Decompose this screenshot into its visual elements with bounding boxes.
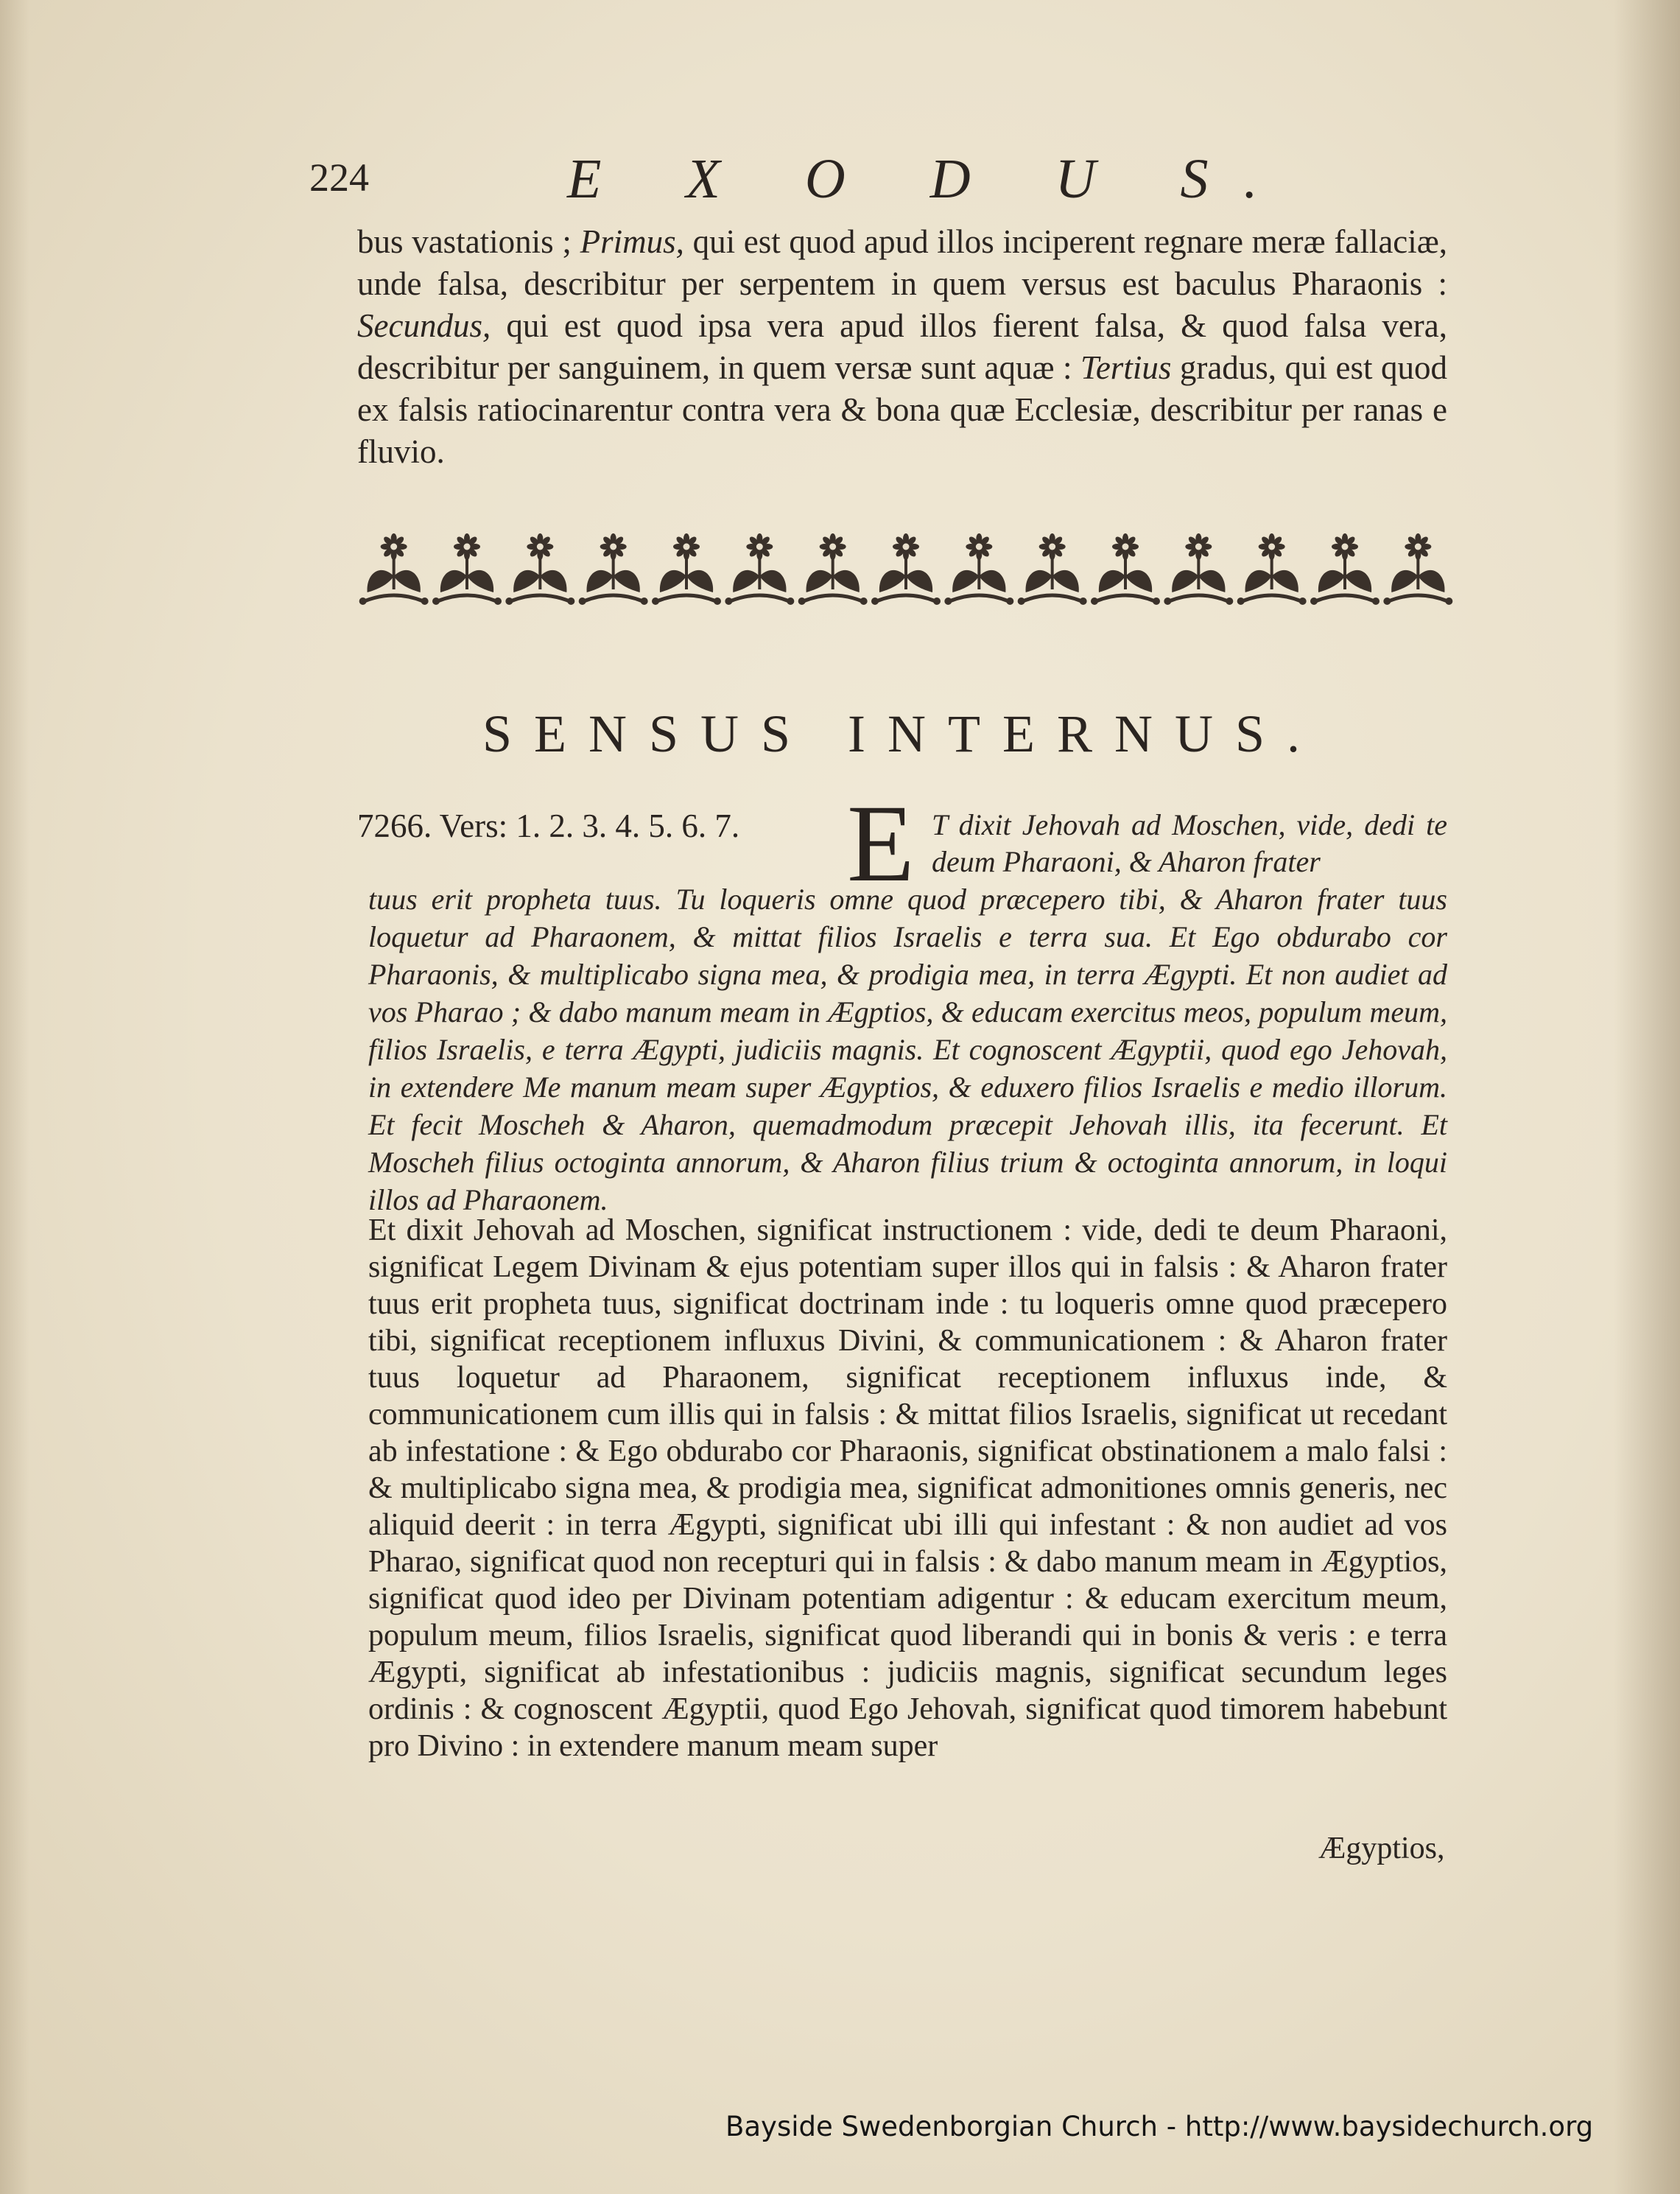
drop-cap: E	[847, 782, 915, 905]
ornament-flower	[1237, 533, 1307, 605]
intro-tertius: Tertius	[1080, 349, 1172, 386]
ornament-flower	[1091, 533, 1160, 605]
page-header	[309, 147, 1473, 210]
commentary-text: Et dixit Jehovah ad Moschen, significat instructionem : vide, dedi te deum Pharaoni, significat Legem Divinam & ejus potentiam super illos qui in falsis : & Aharon frater tuus erit propheta tuus, significat doctrinam inde : tu loqueris omne quod præcepero tibi, significat receptionem influxus Divini, & communicationem : & Aharon frater tuus loquetur ad Pharaonem, significat receptionem influxus inde, & communicationem cum illis qui in falsis : & mittat filios Israelis, significat ut recedant ab infestatione : & Ego obdurabo cor Pharaonis, significat obstinationem a malo falsi : & multiplicabo signa mea, & prodigia mea, significat admonitiones omnis generis, nec aliquid deerit : in terra Ægypti, significat ubi illi qui infestant : & non audiet ad vos Pharao, significat quod non recepturi qui in falsis : & dabo manum meam in Ægyptios, significat quod ideo per Divinam potentiam adigentur : & educam exercitum meum, populum meum, filios Israelis, significat quod liberandi qui in bonis & veris : e terra Ægypti, significat ab infestationibus : judiciis magnis, significat secundum leges ordinis : & cognoscent Ægyptii, quod Ego Jehovah, significat quod timorem habebunt pro Divino : in extendere manum meam super	[368, 1213, 1447, 1763]
floral-ornament-band	[357, 525, 1455, 613]
ornament-flower	[798, 533, 868, 605]
intro-text-2: qui est quod apud illos inciperent regnare meræ fallaciæ, unde falsa, describitur per serpentem in quem versus est baculus Pharaonis :	[357, 223, 1448, 302]
ornament-flower	[1383, 533, 1452, 605]
intro-secundus: Secundus,	[357, 307, 491, 344]
intro-paragraph	[357, 221, 1447, 479]
running-title: E X O D U S.	[567, 148, 1293, 210]
intro-primus: Primus,	[580, 223, 684, 260]
ornament-flower	[944, 533, 1013, 605]
ornament-flower	[579, 533, 648, 605]
ornament-flower	[1164, 533, 1233, 605]
ornament-flower	[505, 533, 574, 605]
page-left-edge	[0, 0, 29, 2194]
catchword: Ægyptios,	[1318, 1832, 1445, 1865]
intro-text-4: gradus, qui est quod ex falsis ratiocinarentur contra vera & bona quæ Ecclesiæ, describitur per ranas e fluvio.	[357, 349, 1447, 470]
ornament-flower	[725, 533, 794, 605]
page-number: 224	[309, 155, 369, 200]
ornament-flower	[1310, 533, 1380, 605]
ornament-flower	[432, 533, 502, 605]
ornament-flower	[1018, 533, 1087, 605]
intro-text-3: qui est quod ipsa vera apud illos fierent falsa, & quod falsa vera, describitur per sanguinem, in quem versæ sunt aquæ :	[357, 307, 1448, 386]
ornament-flower	[871, 533, 941, 605]
page-gutter-shadow	[1614, 0, 1680, 2194]
intro-text-1: bus vastationis ;	[357, 223, 572, 260]
verse-label: 7266. Vers: 1. 2. 3. 4. 5. 6. 7.	[357, 807, 740, 844]
ornament-flower	[652, 533, 721, 605]
section-heading: SENSUS INTERNUS.	[482, 704, 1323, 763]
ornament-flower	[359, 533, 429, 605]
verse-text: tuus erit propheta tuus. Tu loqueris omne quod præcepero tibi, & Aharon frater tuus loquetur ad Pharaonem, & mittat filios Israelis e terra sua. Et Ego obdurabo cor Pharaonis, & multiplicabo signa mea, & prodigia mea, in terra Ægypti. Et non audiet ad vos Pharao ; & dabo manum meam in Ægptios, & educam exercitus meos, populum meum, filios Israelis, e terra Ægypti, judiciis magnis. Et cognoscent Ægyptii, quod ego Jehovah, in extendere Me manum meam super Ægyptios, & eduxero filios Israelis e medio illorum. Et fecit Moscheh & Aharon, quemadmodum præcepit Jehovah illis, ita fecerunt. Et Moscheh filius octoginta annorum, & Aharon filius trium & octoginta annorum, in loqui illos ad Pharaonem.	[368, 883, 1447, 1216]
watermark-caption: Bayside Swedenborgian Church - http://www.baysidechurch.org	[725, 2111, 1594, 2142]
verse-text-top: T dixit Jehovah ad Moschen, vide, dedi te deum Pharaoni, & Aharon frater	[932, 808, 1447, 878]
